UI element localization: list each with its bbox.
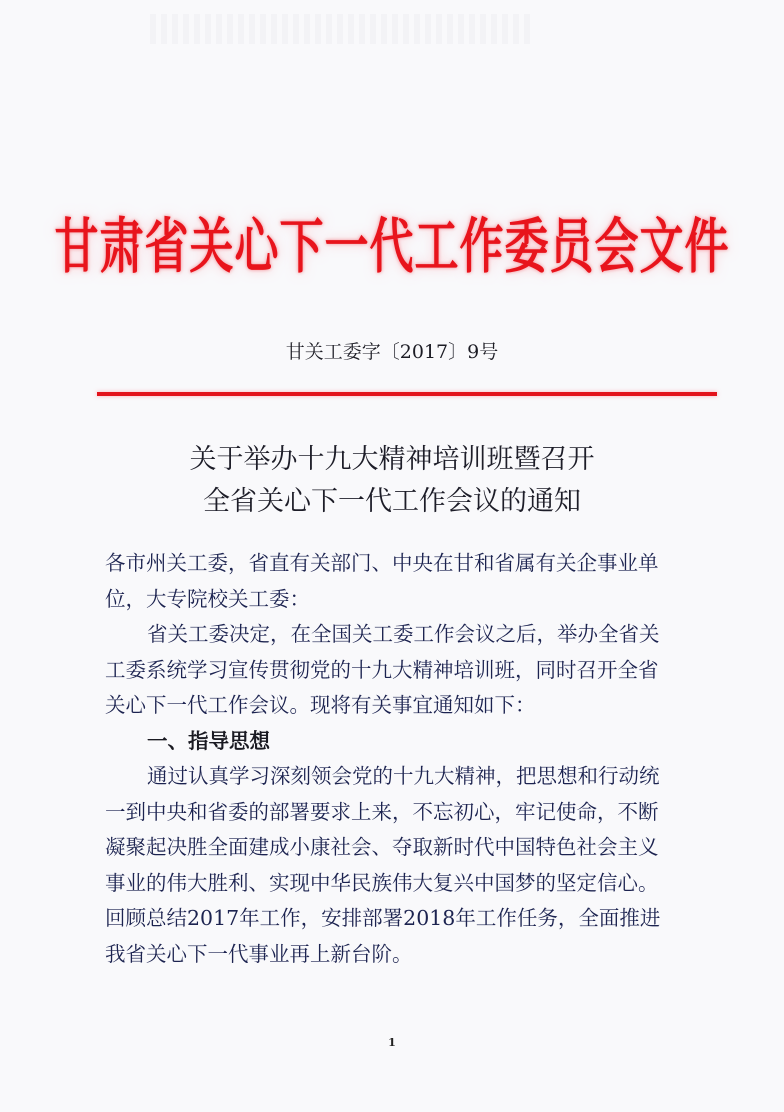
paragraph-line: 一到中央和省委的部署要求上来，不忘初心，牢记使命，不断 bbox=[105, 799, 659, 824]
document-number: 甘关工委字〔2017〕9号 bbox=[285, 341, 499, 363]
paragraph-line: 我省关心下一代事业再上新台阶。 bbox=[105, 941, 413, 966]
notice-title-line: 全省关心下一代工作会议的通知 bbox=[203, 486, 581, 517]
faint-bleedthrough bbox=[150, 14, 530, 44]
notice-title bbox=[0, 439, 784, 523]
paragraph-line: 工委系统学习宣传贯彻党的十九大精神培训班，同时召开全省 bbox=[105, 657, 659, 682]
paragraph-line: 省关工委决定，在全国关工委工作会议之后，举办全省关 bbox=[147, 622, 660, 646]
section-heading: 一、指导思想 bbox=[147, 728, 270, 753]
paragraph-line: 通过认真学习深刻领会党的十九大精神，把思想和行动统 bbox=[147, 764, 660, 788]
paragraph-line: 凝聚起决胜全面建成小康社会、夺取新时代中国特色社会主义 bbox=[105, 835, 659, 859]
red-divider-line bbox=[97, 392, 717, 396]
paragraph-line: 回顾总结2017年工作，安排部署2018年工作任务，全面推进 bbox=[105, 906, 661, 930]
paragraph-line: 关心下一代工作会议。现将有关事宜通知如下： bbox=[105, 693, 536, 717]
addressee-line: 各市州关工委，省直有关部门、中央在甘和省属有关企事业单 bbox=[105, 551, 659, 575]
addressee-line: 位，大专院校关工委： bbox=[105, 586, 310, 611]
paragraph-line: 事业的伟大胜利、实现中华民族伟大复兴中国梦的坚定信心。 bbox=[105, 870, 659, 895]
org-header-title: 甘肃省关心下一代工作委员会文件 bbox=[54, 212, 730, 282]
notice-body bbox=[105, 546, 725, 972]
notice-title-line: 关于举办十九大精神培训班暨召开 bbox=[189, 444, 595, 475]
page-number: 1 bbox=[388, 1036, 396, 1049]
